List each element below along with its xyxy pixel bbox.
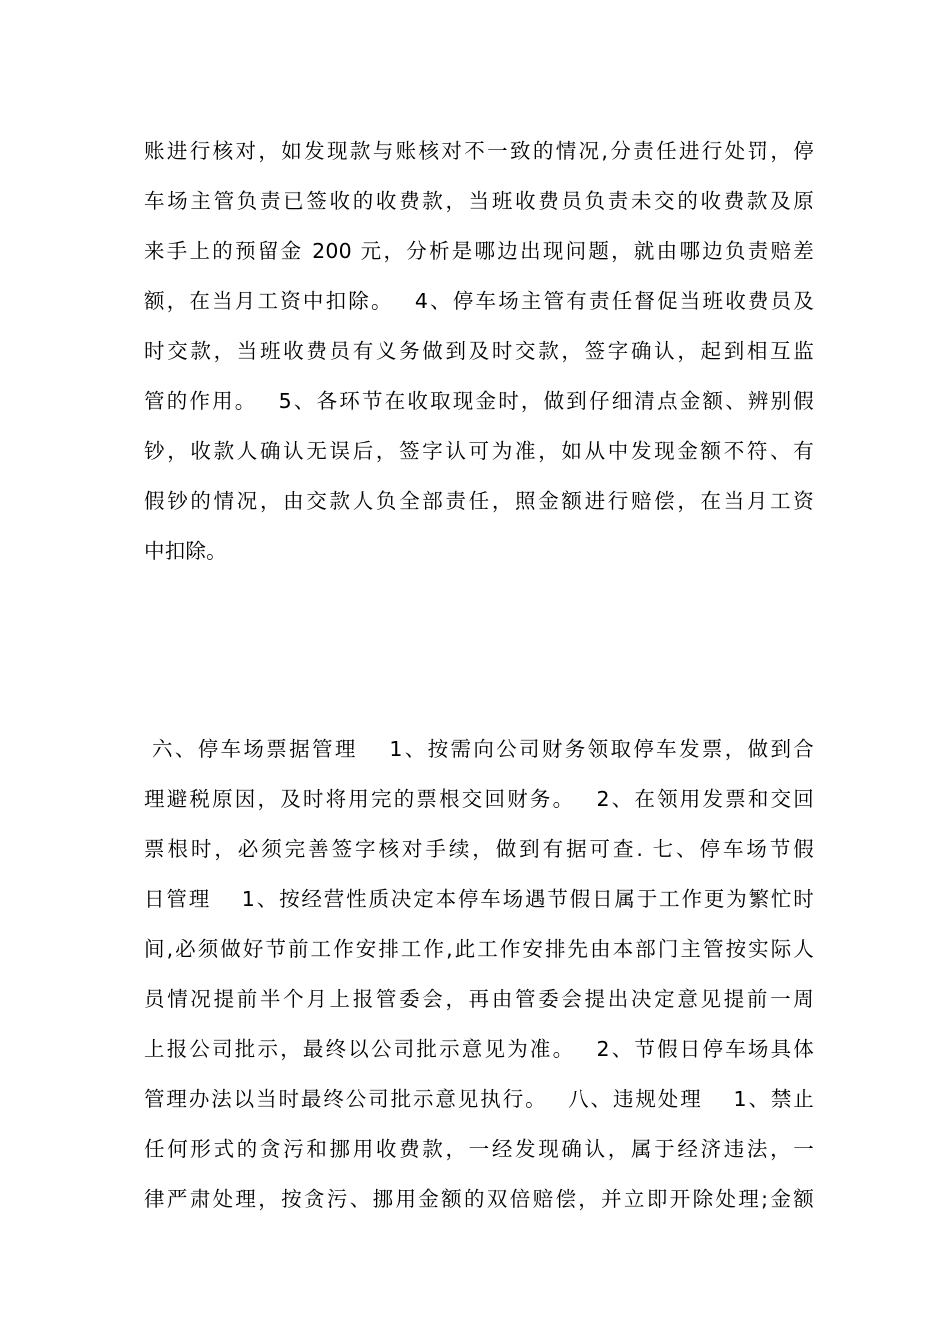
- text-line: 假钞的情况，由交款人负全部责任，照金额进行赔偿，在当月工资: [144, 489, 814, 513]
- text-line: 上报公司批示，最终以公司批示意见为准。 2、节假日停车场具体: [144, 1037, 814, 1061]
- text-line: 来手上的预留金 200 元，分析是哪边出现问题，就由哪边负责赔差: [144, 239, 814, 263]
- text-line: 管的作用。 5、各环节在收取现金时，做到仔细清点金额、辨别假: [144, 389, 814, 413]
- text-line: 时交款，当班收费员有义务做到及时交款，签字确认，起到相互监: [144, 339, 814, 363]
- text-line: 额，在当月工资中扣除。 4、停车场主管有责任督促当班收费员及: [144, 289, 814, 313]
- text-line: 管理办法以当时最终公司批示意见执行。 八、违规处理 1、禁止: [144, 1087, 814, 1111]
- text-line: 任何形式的贪污和挪用收费款，一经发现确认，属于经济违法，一: [144, 1137, 814, 1161]
- text-line: 车场主管负责已签收的收费款，当班收费员负责未交的收费款及原: [144, 189, 814, 213]
- section-heading-line: 六、停车场票据管理 1、按需向公司财务领取停车发票，做到合: [152, 737, 814, 761]
- text-line: 钞，收款人确认无误后，签字认可为准，如从中发现金额不符、有: [144, 439, 814, 463]
- text-line: 员情况提前半个月上报管委会，再由管委会提出决定意见提前一周: [144, 987, 814, 1011]
- text-line: 日管理 1、按经营性质决定本停车场遇节假日属于工作更为繁忙时: [144, 887, 814, 911]
- text-line: 中扣除。: [144, 539, 227, 563]
- text-line: 律严肃处理，按贪污、挪用金额的双倍赔偿，并立即开除处理;金额: [144, 1187, 814, 1211]
- text-line: 理避税原因，及时将用完的票根交回财务。 2、在领用发票和交回: [144, 787, 814, 811]
- text-line: 票根时，必须完善签字核对手续，做到有据可查. 七、停车场节假: [144, 837, 814, 861]
- text-line: 间,必须做好节前工作安排工作,此工作安排先由本部门主管按实际人: [144, 937, 814, 961]
- text-line: 账进行核对，如发现款与账核对不一致的情况,分责任进行处罚，停: [144, 139, 814, 163]
